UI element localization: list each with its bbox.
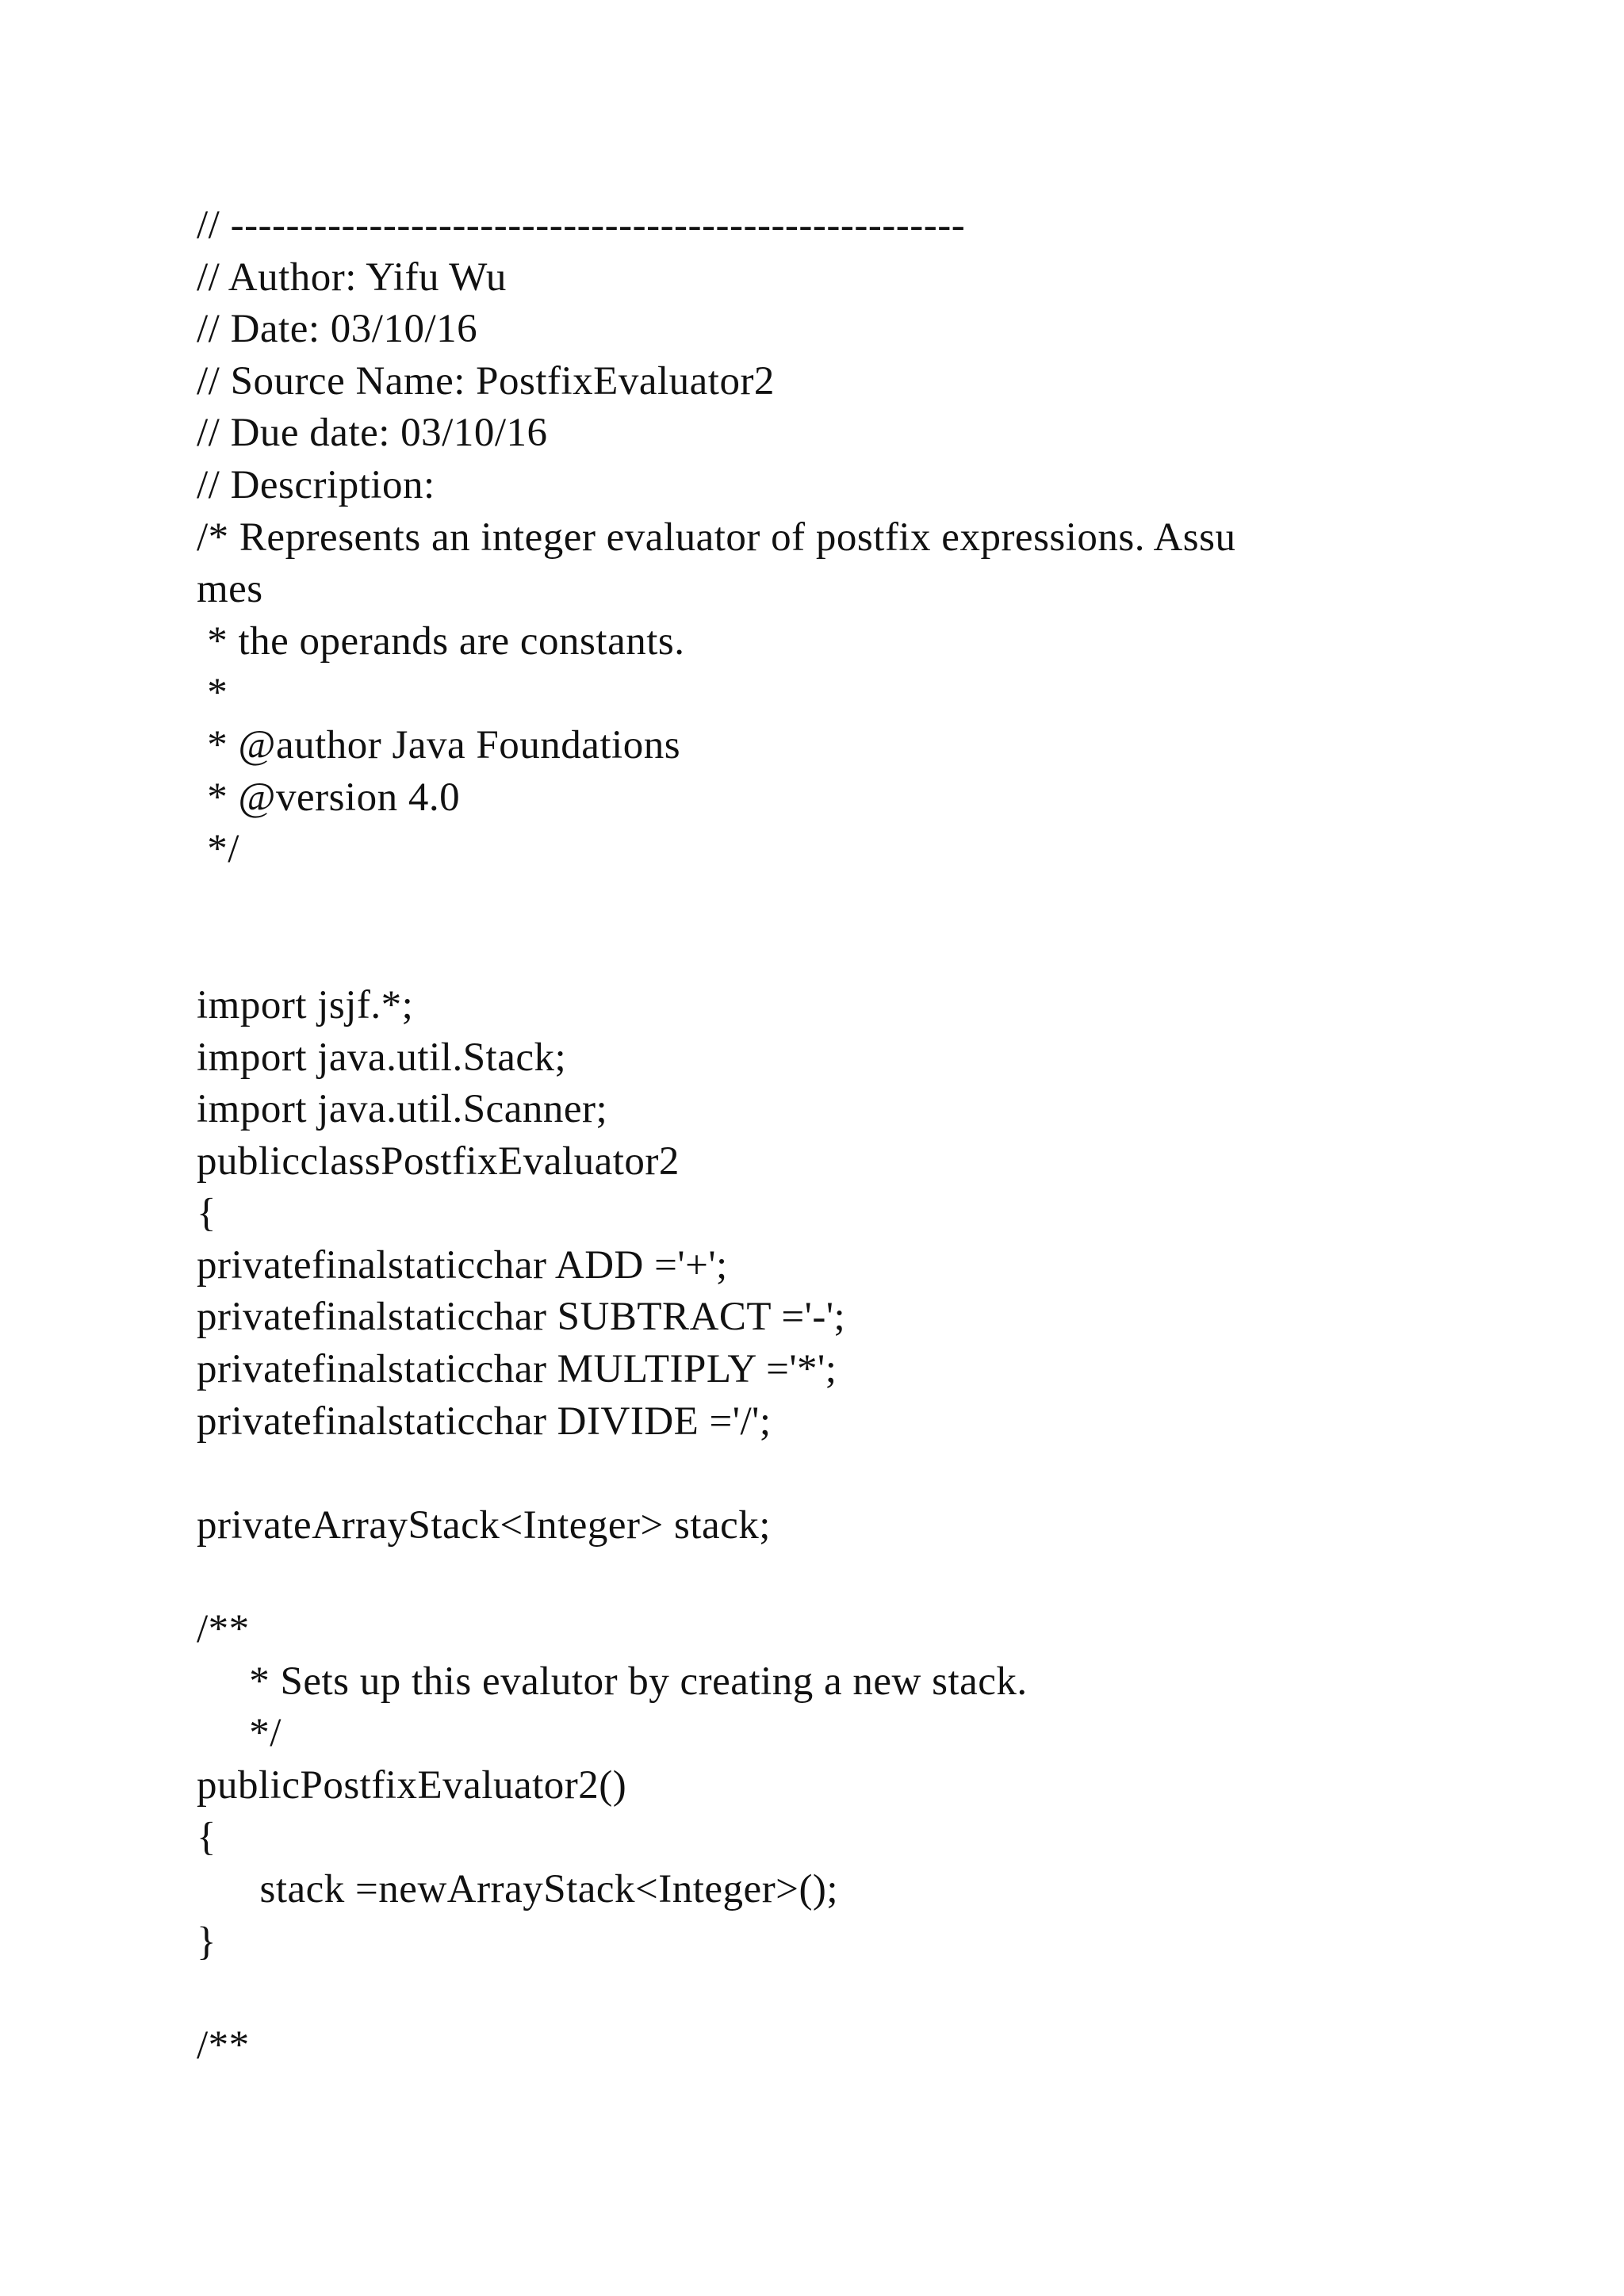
code-line: mes: [197, 567, 263, 612]
code-listing: [197, 200, 1434, 2072]
code-line: *: [197, 671, 228, 716]
blank-line: [197, 928, 1434, 980]
code-line: // Due date: 03/10/16: [197, 411, 548, 456]
code-line: // Author: Yifu Wu: [197, 254, 507, 300]
code-line: /* Represents an integer evaluator of postfix expressions. Assu: [197, 515, 1236, 560]
code-line: import jsjf.*;: [197, 982, 414, 1027]
code-line: {: [197, 1191, 216, 1236]
blank-line: [197, 1968, 1434, 2020]
blank-line: [197, 1552, 1434, 1604]
code-line: // Description:: [197, 462, 435, 507]
code-line: privatefinalstaticchar ADD ='+';: [197, 1242, 728, 1288]
blank-line: [197, 876, 1434, 928]
code-line: /**: [197, 2022, 250, 2068]
code-line: privatefinalstaticchar DIVIDE ='/';: [197, 1399, 772, 1444]
code-line: publicPostfixEvaluator2(): [197, 1762, 627, 1808]
code-line: // Date: 03/10/16: [197, 307, 478, 352]
code-line: {: [197, 1815, 216, 1860]
code-line: stack =newArrayStack<Integer>();: [197, 1867, 839, 1911]
blank-line: [197, 1448, 1434, 1500]
code-line: privatefinalstaticchar MULTIPLY ='*';: [197, 1347, 837, 1392]
code-line: privateArrayStack<Integer> stack;: [197, 1502, 771, 1548]
code-line: import java.util.Stack;: [197, 1035, 567, 1080]
code-line: */: [197, 827, 239, 872]
code-line: publicclassPostfixEvaluator2: [197, 1138, 680, 1184]
code-line: * @version 4.0: [197, 775, 461, 820]
code-line: import java.util.Scanner;: [197, 1087, 608, 1132]
code-line: * @author Java Foundations: [197, 722, 681, 767]
code-line: // -----------------------------------------------------: [197, 203, 966, 247]
code-line: // Source Name: PostfixEvaluator2: [197, 358, 775, 404]
code-line: /**: [197, 1607, 250, 1652]
code-line: privatefinalstaticchar SUBTRACT ='-';: [197, 1295, 846, 1340]
code-line: }: [197, 1919, 216, 1964]
code-line: */: [197, 1711, 282, 1756]
code-line: * Sets up this evalutor by creating a new stack.: [197, 1659, 1028, 1704]
code-line: * the operands are constants.: [197, 618, 685, 664]
